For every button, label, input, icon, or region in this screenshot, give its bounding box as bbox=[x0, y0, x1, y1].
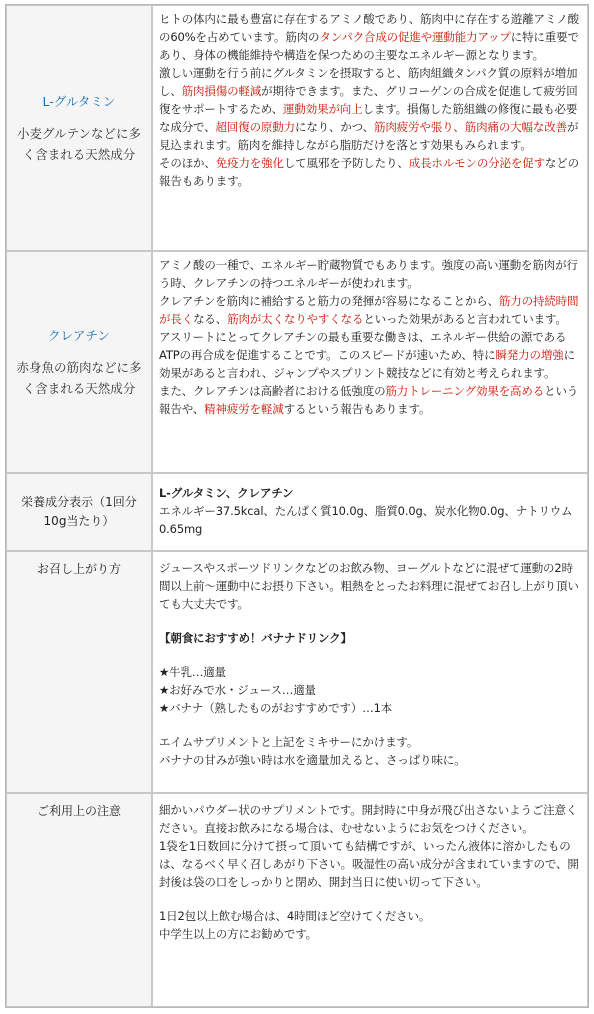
text-segment: アミノ酸の一種で、エネルギー貯蔵物質でもあります。強度の高い運動を筋肉が行う時、クレアチンの持つエネルギーが使われます。 bbox=[159, 258, 578, 290]
text-segment: という報告や、 bbox=[159, 384, 579, 416]
highlight-text: 筋肉損傷の軽減 bbox=[181, 84, 262, 98]
highlight-text: 筋肉疲労や張り、筋肉痛の大幅な改善 bbox=[373, 120, 567, 134]
caution-label: ご利用上の注意 bbox=[6, 793, 152, 1007]
caution-content bbox=[152, 793, 588, 1007]
text-segment: といった効果があると言われています。 bbox=[363, 312, 567, 326]
caution-text: 細かいパウダー状のサプリメントです。開封時に中身が飛び出さないようご注意ください。直接お飲みになる場合は、むせないようにお気をつけください。 bbox=[159, 803, 578, 835]
highlight-text: 精神疲労を軽減 bbox=[204, 402, 284, 416]
text-segment: します。損傷した筋組織の修復に最も必要な成分で、 bbox=[159, 102, 578, 134]
text-segment: になり、かつ、 bbox=[294, 120, 374, 134]
highlight-text: 筋肉が太くなりやすくなる bbox=[227, 312, 364, 326]
highlight-text: 瞬発力の増強 bbox=[495, 348, 564, 362]
howto-row bbox=[6, 551, 588, 793]
creatine-description bbox=[152, 251, 588, 473]
paragraph bbox=[159, 382, 581, 418]
text-segment: また、クレアチンは高齢者における低強度の bbox=[159, 384, 386, 398]
caution-text: 1日2包以上飲む場合は、4時間ほど空けてください。 bbox=[159, 909, 431, 923]
nutrition-values: エネルギー37.5kcal、たんぱく質10.0g、脂質0.0g、炭水化物0.0g、ナトリウム0.65mg bbox=[159, 504, 573, 536]
nutrition-label: 栄養成分表示（1回分10g当たり） bbox=[6, 473, 152, 551]
recipe-ingredients bbox=[159, 663, 581, 717]
text-segment: クレアチンを筋肉に補給すると筋力の発揮が容易になることから、 bbox=[159, 294, 499, 308]
text-segment: 激しい運動を行う前にグルタミンを摂取すると、筋肉組織タンパク質の原料が増加し、 bbox=[159, 66, 578, 98]
paragraph bbox=[159, 328, 581, 382]
highlight-text: タンパク合成の促進や運動能力アップ bbox=[319, 30, 511, 44]
caution-row bbox=[6, 793, 588, 1007]
recipe-tip: バナナの甘みが強い時は水を適量加えると、さっぱり味に。 bbox=[159, 753, 466, 767]
nutrition-heading: L-グルタミン、クレアチン bbox=[159, 486, 294, 500]
howto-label: お召し上がり方 bbox=[6, 551, 152, 793]
paragraph bbox=[159, 154, 581, 190]
creatine-row bbox=[6, 251, 588, 473]
list-item: ★牛乳…適量 bbox=[159, 665, 226, 679]
text-segment: アスリートにとってクレアチンの最も重要な働きは、エネルギー供給の源であるATPの再合成を促進することです。このスピードが速いため、特に bbox=[159, 330, 567, 362]
text-segment: なる、 bbox=[193, 312, 228, 326]
highlight-text: 運動効果が向上 bbox=[283, 102, 363, 116]
highlight-text: 成長ホルモンの分泌を促す bbox=[408, 156, 545, 170]
highlight-text: 免疫力を強化 bbox=[215, 156, 284, 170]
text-segment: して風邪を予防したり、 bbox=[283, 156, 409, 170]
text-segment: に特に重要であり、身体の機能維持や構造を保つための主要なエネルギー源となります。 bbox=[159, 30, 579, 62]
highlight-text: 超回復の原動力 bbox=[215, 120, 295, 134]
glutamine-description bbox=[152, 5, 588, 251]
highlight-text: 筋力トレーニング効果を高める bbox=[385, 384, 545, 398]
text-segment: が期待できます。また、グリコーゲンの合成を促進して疲労回復をサポートするため、 bbox=[159, 84, 578, 116]
ingredient-source: 赤身魚の筋肉などに多く含まれる天然成分 bbox=[16, 359, 142, 396]
recipe-step: エイムサプリメントと上記をミキサーにかけます。 bbox=[159, 735, 419, 749]
product-spec-table bbox=[5, 4, 589, 1008]
paragraph bbox=[159, 10, 581, 64]
paragraph bbox=[159, 292, 581, 328]
highlight-text: 筋力の持続時間が長く bbox=[159, 294, 579, 326]
recipe-title: 【朝食におすすめ！バナナドリンク】 bbox=[159, 631, 352, 645]
howto-intro: ジュースやスポーツドリンクなどのお飲み物、ヨーグルトなどに混ぜて運動の2時間以上前～運動中にお摂り下さい。粗熱をとったお料理に混ぜてお召し上がり頂いても大丈夫です。 bbox=[159, 561, 579, 611]
glutamine-row bbox=[6, 5, 588, 251]
nutrition-content bbox=[152, 473, 588, 551]
text-segment: するという報告もあります。 bbox=[283, 402, 431, 416]
paragraph bbox=[159, 64, 581, 154]
caution-text: 中学生以上の方にお勧めです。 bbox=[159, 927, 317, 941]
text-segment: が見込まれます。筋肉を維持しながら脂肪だけを落とす効果もみられます。 bbox=[159, 120, 579, 152]
ingredient-name: L-グルタミン bbox=[42, 93, 116, 109]
ingredient-source: 小麦グルテンなどに多く含まれる天然成分 bbox=[16, 125, 141, 162]
creatine-label-cell bbox=[6, 251, 152, 473]
glutamine-label-cell bbox=[6, 5, 152, 251]
ingredient-name: クレアチン bbox=[48, 327, 110, 343]
text-segment: ヒトの体内に最も豊富に存在するアミノ酸であり、筋肉中に存在する遊離アミノ酸の60%を占めています。筋肉の bbox=[159, 12, 579, 44]
text-segment: などの報告もあります。 bbox=[159, 156, 579, 188]
text-segment: そのほか、 bbox=[159, 156, 216, 170]
nutrition-row bbox=[6, 473, 588, 551]
list-item: ★お好みで水・ジュース…適量 bbox=[159, 683, 316, 697]
text-segment: に効果があると言われ、ジャンプやスプリント競技などに有効と考えられます。 bbox=[159, 348, 575, 380]
list-item: ★バナナ（熟したものがおすすめです）…1本 bbox=[159, 701, 393, 715]
howto-content bbox=[152, 551, 588, 793]
paragraph bbox=[159, 256, 581, 292]
caution-text: 1袋を1日数回に分けて摂って頂いても結構ですが、いったん液体に溶かしたものは、なるべく早く召しあがり下さい。吸湿性の高い成分が含まれていますので、開封後は袋の口をしっかりと閉め、開封当日に使い切って下さい。 bbox=[159, 839, 579, 889]
